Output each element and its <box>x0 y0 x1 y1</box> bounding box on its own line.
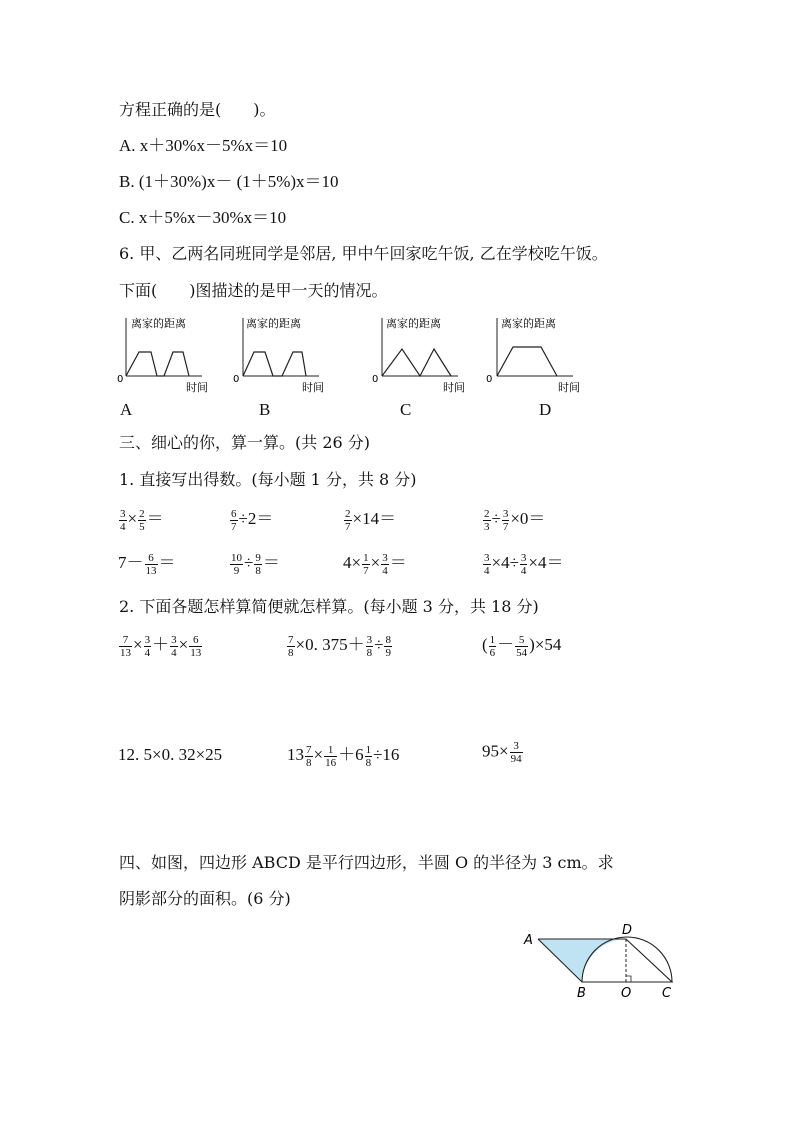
q5-option-c <box>119 208 286 228</box>
section4-line1: 四、如图，四边形 ABCD 是平行四边形，半圆 O 的半径为 3 cm。求 <box>119 853 614 872</box>
fraction: $\frac{7}{8}$ <box>288 633 294 659</box>
calc-2-4: $\frac{3}{4}$ ×4÷ $\frac{3}{4}$ ×4＝ <box>484 551 564 577</box>
graph-origin: 0 <box>486 374 493 385</box>
graph-ylabel: 离家的距离 <box>501 317 556 330</box>
graph-letter-d: D <box>539 400 552 419</box>
fraction: $\frac{3}{4}$ <box>382 551 388 577</box>
simplify-1: $\frac{7}{13}$ × $\frac{3}{4}$ ＋ $\frac{3}{4}$ × $\frac{6}{13}$ <box>120 633 202 659</box>
fraction: $\frac{2}{5}$ <box>139 507 145 533</box>
right-angle-mark <box>626 976 631 982</box>
graph-line <box>126 352 189 376</box>
q6-line2: 下面( )图描述的是甲一天的情况。 <box>119 281 388 300</box>
fraction: $\frac{1}{16}$ <box>325 743 337 769</box>
simplify-2: $\frac{7}{8}$ ×0. 375＋ $\frac{3}{8}$ ÷ $\frac{8}{9}$ <box>288 633 391 659</box>
graph-xlabel: 时间 <box>558 381 580 394</box>
fraction: $\frac{6}{7}$ <box>231 507 237 533</box>
section3-title: 三、细心的你，算一算。(共 26 分) <box>119 433 371 452</box>
calc-1-3: $\frac{2}{7}$ ×14＝ <box>345 507 397 533</box>
graph-letter-b: B <box>259 400 271 419</box>
option-text: x＋30%x－5%x＝10 <box>139 136 288 155</box>
fraction: $\frac{7}{8}$ <box>306 743 312 769</box>
fraction: $\frac{7}{13}$ <box>120 633 131 659</box>
simplify-4: 12. 5×0. 32×25 <box>118 745 223 764</box>
graph-letter-a: A <box>120 400 133 419</box>
graph-xlabel: 时间 <box>302 381 324 394</box>
fraction: $\frac{6}{13}$ <box>145 551 157 577</box>
graph-c <box>372 316 465 394</box>
q5-option-a <box>119 136 287 156</box>
option-letter: C. <box>119 208 135 227</box>
fraction: $\frac{9}{8}$ <box>255 551 261 577</box>
calc-1-2: $\frac{6}{7}$ ÷2＝ <box>231 507 274 533</box>
part2-title: 2. 下面各题怎样算简便就怎样算。(每小题 3 分，共 18 分) <box>119 597 539 616</box>
option-letter: B. <box>119 172 135 191</box>
graph-xlabel: 时间 <box>443 381 465 394</box>
fraction: $\frac{3}{4}$ <box>171 633 177 659</box>
calc-2-1: 7－ $\frac{6}{13}$ ＝ <box>118 551 176 577</box>
fraction: $\frac{6}{13}$ <box>190 633 202 659</box>
graph-ylabel: 离家的距离 <box>131 317 186 330</box>
fraction: $\frac{3}{7}$ <box>502 507 509 533</box>
label-d: D <box>622 923 633 938</box>
graph-d <box>486 316 580 394</box>
fraction: $\frac{2}{7}$ <box>345 507 351 533</box>
fraction: $\frac{1}{7}$ <box>363 551 369 577</box>
fraction: $\frac{1}{6}$ <box>489 633 496 659</box>
q6-line1: 6. 甲、乙两名同班同学是邻居, 甲中午回家吃午饭, 乙在学校吃午饭。 <box>119 244 608 263</box>
fraction: $\frac{1}{8}$ <box>365 743 372 769</box>
label-c: C <box>662 986 672 1001</box>
label-a: A <box>524 933 533 948</box>
fraction: $\frac{10}{9}$ <box>231 551 242 577</box>
fraction: $\frac{3}{4}$ <box>120 507 126 533</box>
graph-line <box>382 349 451 376</box>
graph-line <box>243 352 306 376</box>
fraction: $\frac{3}{4}$ <box>144 633 151 659</box>
graph-a <box>117 316 208 394</box>
label-o: O <box>621 986 632 1001</box>
calc-2-3: 4× $\frac{1}{7}$ × $\frac{3}{4}$ ＝ <box>343 551 407 577</box>
graph-letter-c: C <box>400 400 412 419</box>
option-letter: A. <box>119 136 136 155</box>
calc-1-4: $\frac{2}{3}$ ÷ $\frac{3}{7}$ ×0＝ <box>484 507 546 533</box>
q5-option-b <box>119 172 339 192</box>
q6-graphs <box>112 312 592 398</box>
q5-prompt: 方程正确的是( )。 <box>119 100 276 119</box>
section4-line2: 阴影部分的面积。(6 分) <box>119 889 291 908</box>
fraction: $\frac{3}{8}$ <box>366 633 373 659</box>
graph-origin: 0 <box>117 374 124 385</box>
graph-origin: 0 <box>372 374 379 385</box>
fraction: $\frac{8}{9}$ <box>385 633 391 659</box>
graph-xlabel: 时间 <box>186 381 208 394</box>
graph-ylabel: 离家的距离 <box>386 317 441 330</box>
simplify-3: ( $\frac{1}{6}$ － $\frac{5}{54}$ )×54 <box>482 633 562 659</box>
calc-1-1: $\frac{3}{4}$ × $\frac{2}{5}$ ＝ <box>120 507 164 533</box>
simplify-6: 95× $\frac{3}{94}$ <box>482 740 522 765</box>
fraction: $\frac{3}{4}$ <box>484 551 490 577</box>
fraction: $\frac{5}{54}$ <box>516 633 528 659</box>
graph-b <box>233 316 324 394</box>
graph-line <box>497 347 557 376</box>
graph-origin: 0 <box>233 374 240 385</box>
option-text: (1＋30%)x－ (1＋5%)x＝10 <box>138 172 339 191</box>
fraction: $\frac{3}{94}$ <box>510 740 522 765</box>
option-text: x＋5%x－30%x＝10 <box>138 208 287 227</box>
graph-ylabel: 离家的距离 <box>246 317 301 330</box>
fraction: $\frac{2}{3}$ <box>484 507 490 533</box>
parallelogram-figure <box>515 915 685 1005</box>
calc-2-2: $\frac{10}{9}$ ÷ $\frac{9}{8}$ ＝ <box>231 551 280 577</box>
simplify-5: 13 $\frac{7}{8}$ × $\frac{1}{16}$ ＋6 $\frac{1}{8}$ ÷16 <box>287 743 400 769</box>
fraction: $\frac{3}{4}$ <box>520 551 527 577</box>
part1-title: 1. 直接写出得数。(每小题 1 分，共 8 分) <box>119 470 417 489</box>
label-b: B <box>577 986 586 1001</box>
